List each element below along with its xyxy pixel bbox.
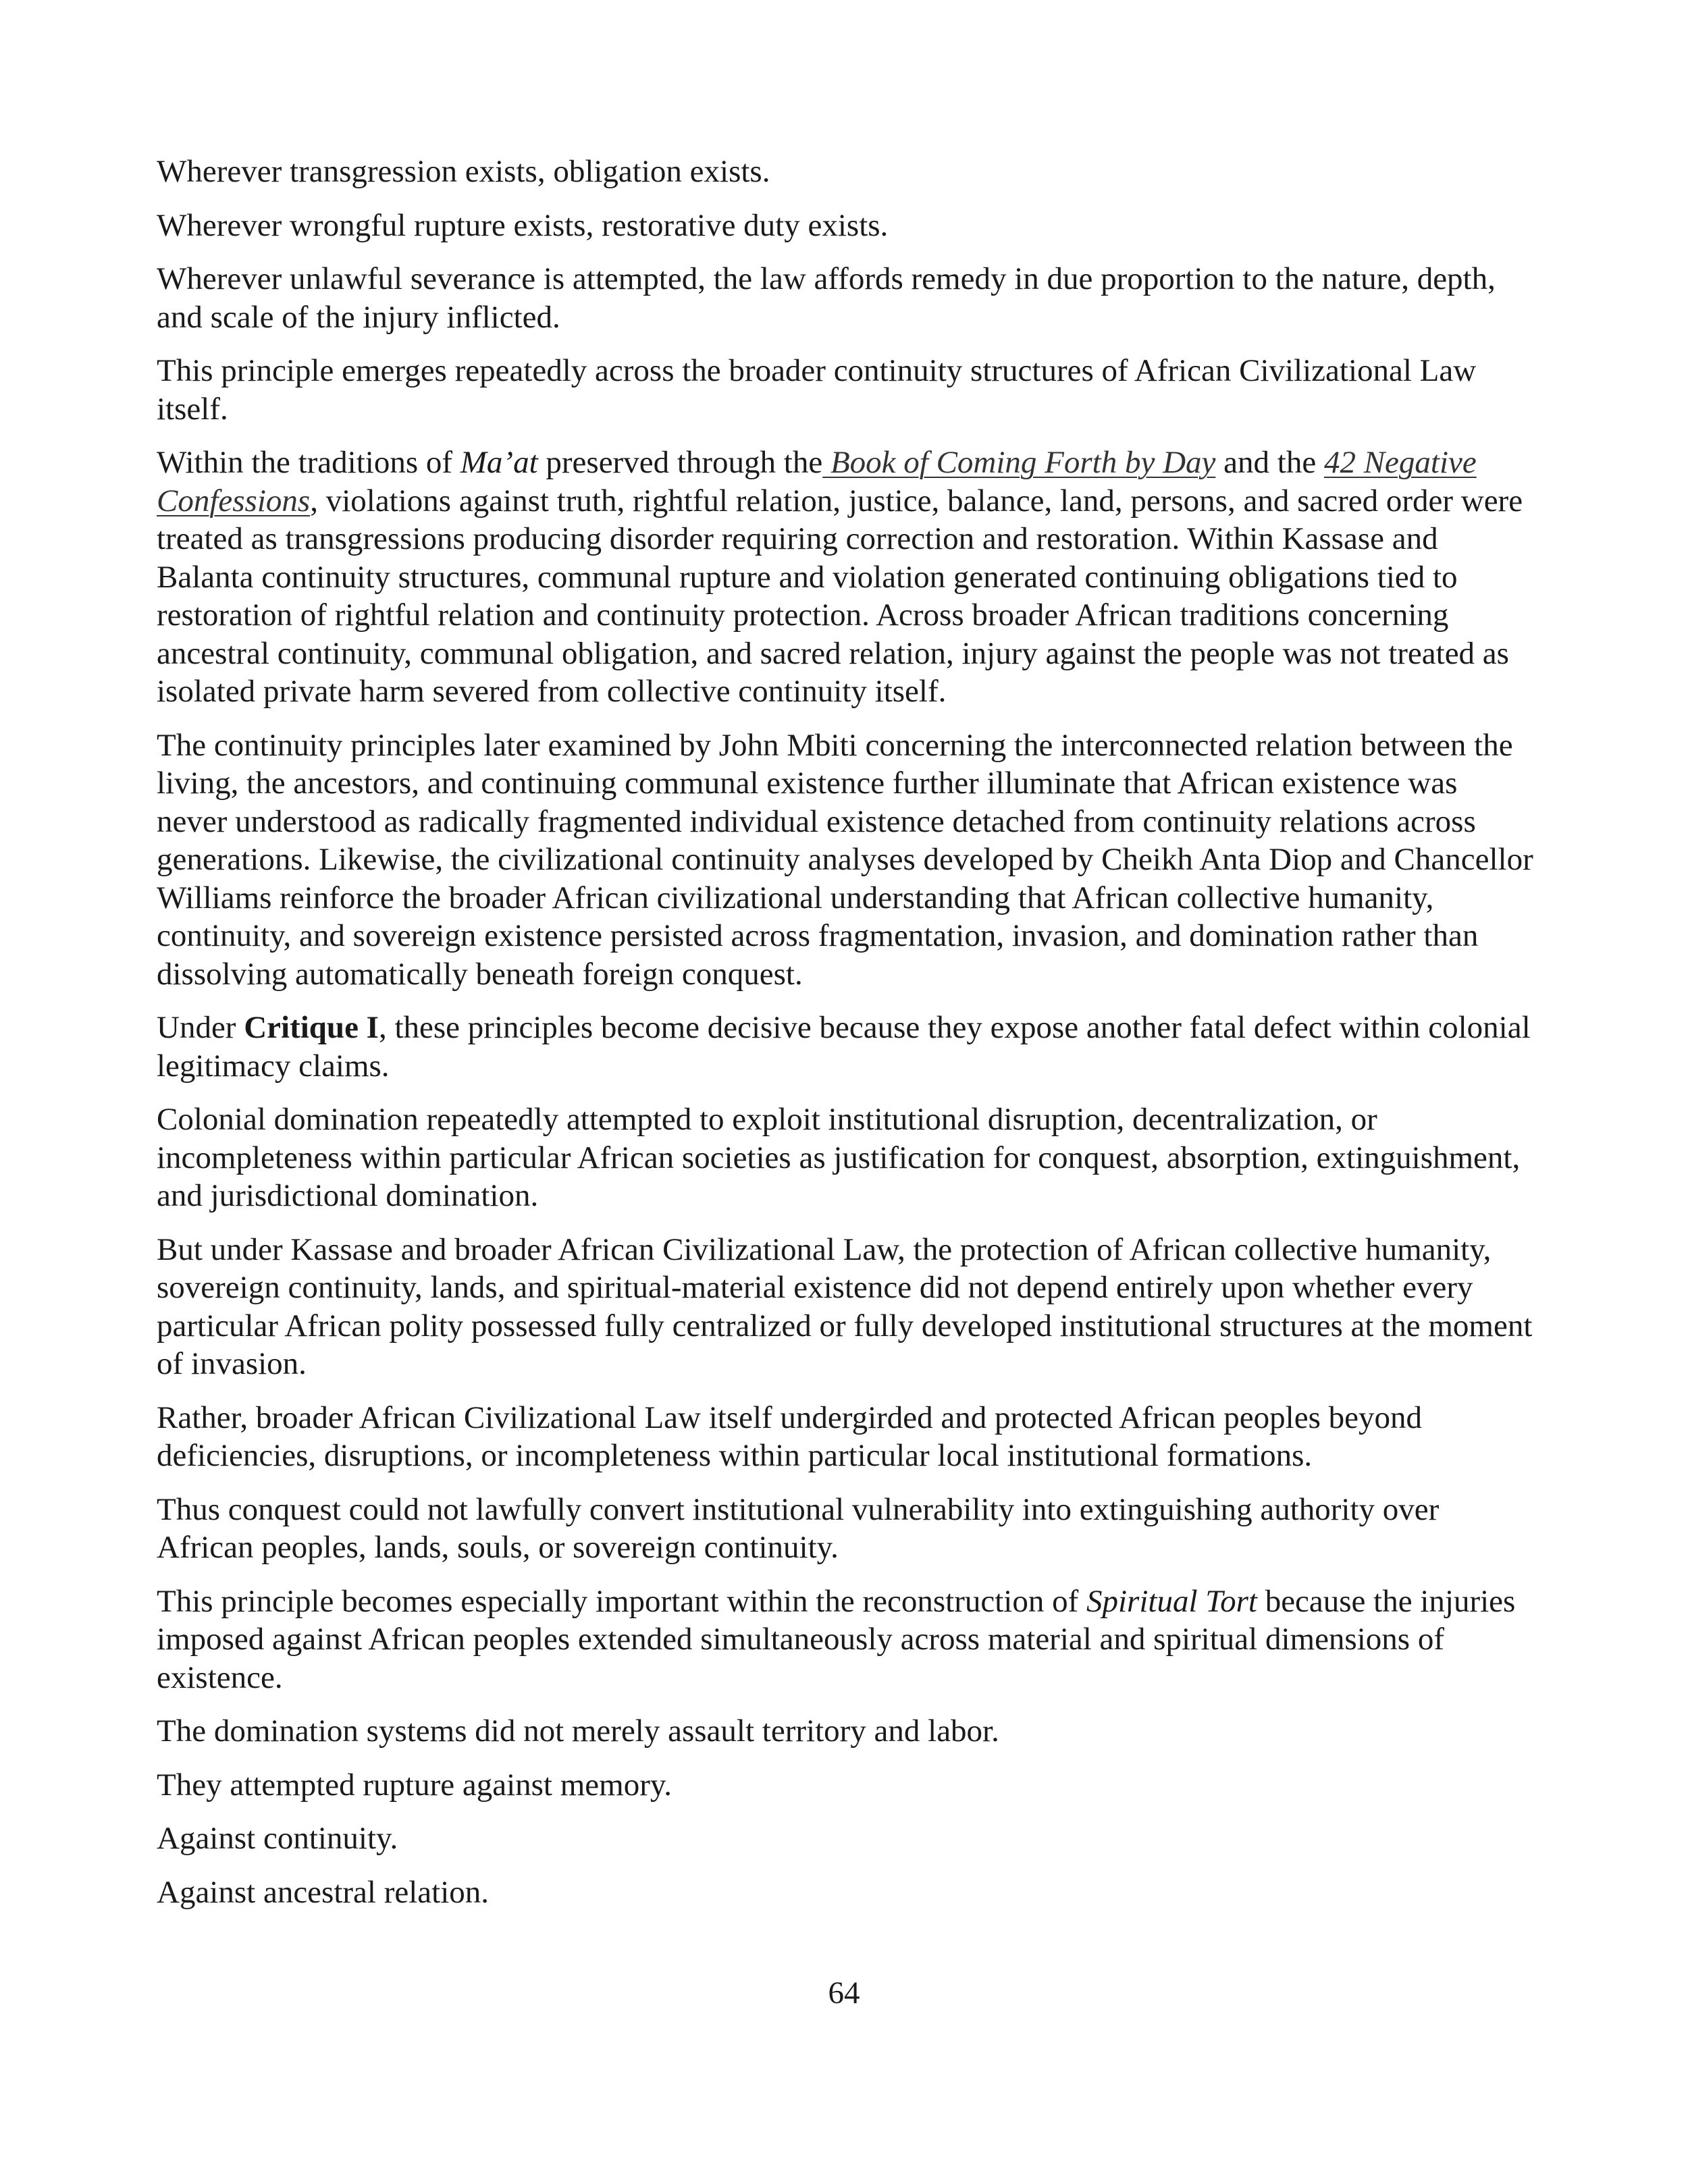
critique-term: Critique I	[244, 1010, 379, 1045]
book-of-coming-forth-link[interactable]: Book of Coming Forth by Day	[822, 445, 1216, 480]
paragraph	[157, 1009, 1534, 1085]
page-number: 64	[828, 1975, 860, 2010]
text-run: , these principles become decisive because they expose another fatal defect within colonial legitimacy claims.	[157, 1010, 1531, 1084]
paragraph: Thus conquest could not lawfully convert institutional vulnerability into extinguishing authority over African peoples, lands, souls, or sovereign continuity.	[157, 1491, 1440, 1565]
paragraph: They attempted rupture against memory.	[157, 1767, 672, 1803]
text-run: because the injuries imposed against African peoples extended simultaneously across material and spiritual dimensions of existence.	[157, 1583, 1516, 1695]
paragraph	[157, 444, 1534, 711]
text-run: , violations against truth, rightful relation, justice, balance, land, persons, and sacred order were treated as transgressions producing disorder requiring correction and restoration. Within Kassase and Balanta continuity structures, communal rupture and violation generated continuing obligations tied to restoration of rightful relation and continuity protection. Across broader African traditions concerning ancestral continuity, communal obligation, and sacred relation, injury against the people was not treated as isolated private harm severed from collective continuity itself.	[157, 483, 1523, 709]
paragraph: But under Kassase and broader African Civilizational Law, the protection of African collective humanity, sovereign continuity, lands, and spiritual-material existence did not depend entirely upon whether every particular African polity possessed fully centralized or fully developed institutional structures at the moment of invasion.	[157, 1231, 1533, 1381]
paragraph: Colonial domination repeatedly attempted to exploit institutional disruption, decentralization, or incompleteness within particular African societies as justification for conquest, absorption, extinguishment, and jurisdictional domination.	[157, 1102, 1521, 1213]
paragraph: Rather, broader African Civilizational Law itself undergirded and protected African peoples beyond deficiencies, disruptions, or incompleteness within particular local institutional formations.	[157, 1400, 1422, 1473]
document-body	[157, 153, 1534, 1927]
text-run: Within the traditions of	[157, 445, 460, 480]
text-run: preserved through the	[537, 445, 823, 480]
paragraph: Wherever transgression exists, obligation exists.	[157, 154, 770, 189]
text-run: and the	[1215, 445, 1324, 480]
text-run: Under	[157, 1010, 244, 1045]
paragraph: Against ancestral relation.	[157, 1874, 490, 1910]
paragraph: Against continuity.	[157, 1821, 398, 1856]
paragraph	[157, 1582, 1534, 1697]
paragraph: This principle emerges repeatedly across the broader continuity structures of African Civilizational Law itself.	[157, 353, 1477, 427]
negative-confessions-link[interactable]: 42 Negative Confessions	[157, 445, 1477, 518]
maat-term: Ma’at	[460, 445, 538, 480]
paragraph: Wherever unlawful severance is attempted, the law affords remedy in due proportion to the nature, depth, and scale of the injury inflicted.	[157, 261, 1496, 335]
paragraph: Wherever wrongful rupture exists, restorative duty exists.	[157, 207, 889, 243]
text-run: This principle becomes especially important within the reconstruction of	[157, 1583, 1086, 1619]
paragraph: The domination systems did not merely assault territory and labor.	[157, 1713, 999, 1749]
paragraph: The continuity principles later examined by John Mbiti concerning the interconnected relation between the living, the ancestors, and continuing communal existence further illuminate that African existence was never understood as radically fragmented individual existence detached from continuity relations across generations. Likewise, the civilizational continuity analyses developed by Cheikh Anta Diop and Chancellor Williams reinforce the broader African civilizational understanding that African collective humanity, continuity, and sovereign existence persisted across fragmentation, invasion, and domination rather than dissolving automatically beneath foreign conquest.	[157, 727, 1533, 992]
spiritual-tort-term: Spiritual Tort	[1086, 1583, 1257, 1619]
